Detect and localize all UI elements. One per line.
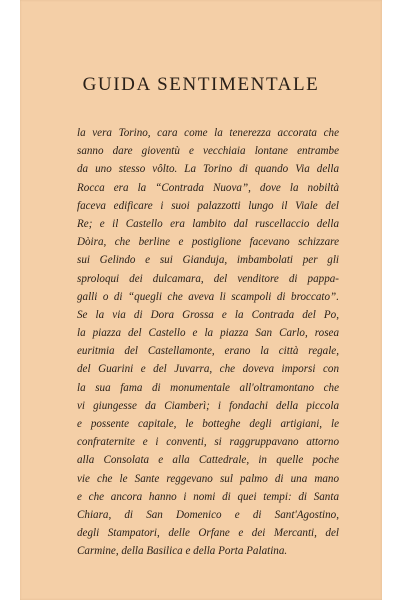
text-line: vie che le Sante reggevano sul palmo di una mano (77, 472, 339, 485)
text-line: la vera Torino, cara come la tenerezza accorata che (77, 127, 339, 139)
text-line: sui Gelindo e sui Gianduja, imbambolati per gli (77, 254, 339, 267)
text-line: la sua fama di monumentale all'oltramontano che (77, 381, 339, 394)
text-line: Chiara, di San Domenico e di Sant'Agostino, (77, 508, 339, 521)
text-line: euritmia del Castellamonte, erano la città regale, (77, 345, 339, 358)
text-line: alla Consolata e alla Cattedrale, in quelle poche (77, 454, 339, 467)
text-line: da uno stesso vôlto. La Torino di quando Via della (77, 163, 339, 176)
text-line: vi giungesse da Ciamberì; i fondachi della piccola (77, 399, 339, 412)
text-line: degli Stampatori, delle Orfane e dei Mercanti, del (77, 527, 339, 540)
text-line: Dòira, che berline e postiglione facevano schizzare (77, 236, 339, 249)
text-line: Re; e il Castello era lambito dal ruscellaccio della (77, 217, 339, 230)
text-line: faceva edificare i suoi palazzotti lungo il Viale del (77, 199, 339, 212)
text-line: Se la via di Dora Grossa e la Contrada del Po, (77, 308, 339, 321)
book-title: GUIDA SENTIMENTALE (82, 74, 320, 95)
text-line: la piazza del Castello e la piazza San Carlo, rosea (77, 327, 339, 340)
text-line: galli o di “quegli che aveva li scampoli di broccato”. (77, 290, 339, 303)
text-line: del Guarini e del Juvarra, che doveva imporsi con (77, 363, 339, 376)
body-text (77, 124, 339, 561)
text-line: Carmine, della Basilica e della Porta Palatina. (77, 545, 288, 558)
book-cover (20, 0, 382, 600)
text-line: e possente capitale, le botteghe degli artigiani, le (77, 418, 339, 430)
text-line: confraternite e i conventi, si raggruppavano attorno (77, 436, 339, 449)
text-line: e che ancora hanno i nomi di quei tempi: di Santa (77, 490, 339, 503)
text-line: sproloqui dei dulcamara, del venditore di pappa- (77, 272, 339, 285)
text-line: sanno dare gioventù e vecchiaia lontane entrambe (77, 145, 339, 158)
text-line: Rocca era la “Contrada Nuova”, dove la nobiltà (77, 181, 339, 194)
